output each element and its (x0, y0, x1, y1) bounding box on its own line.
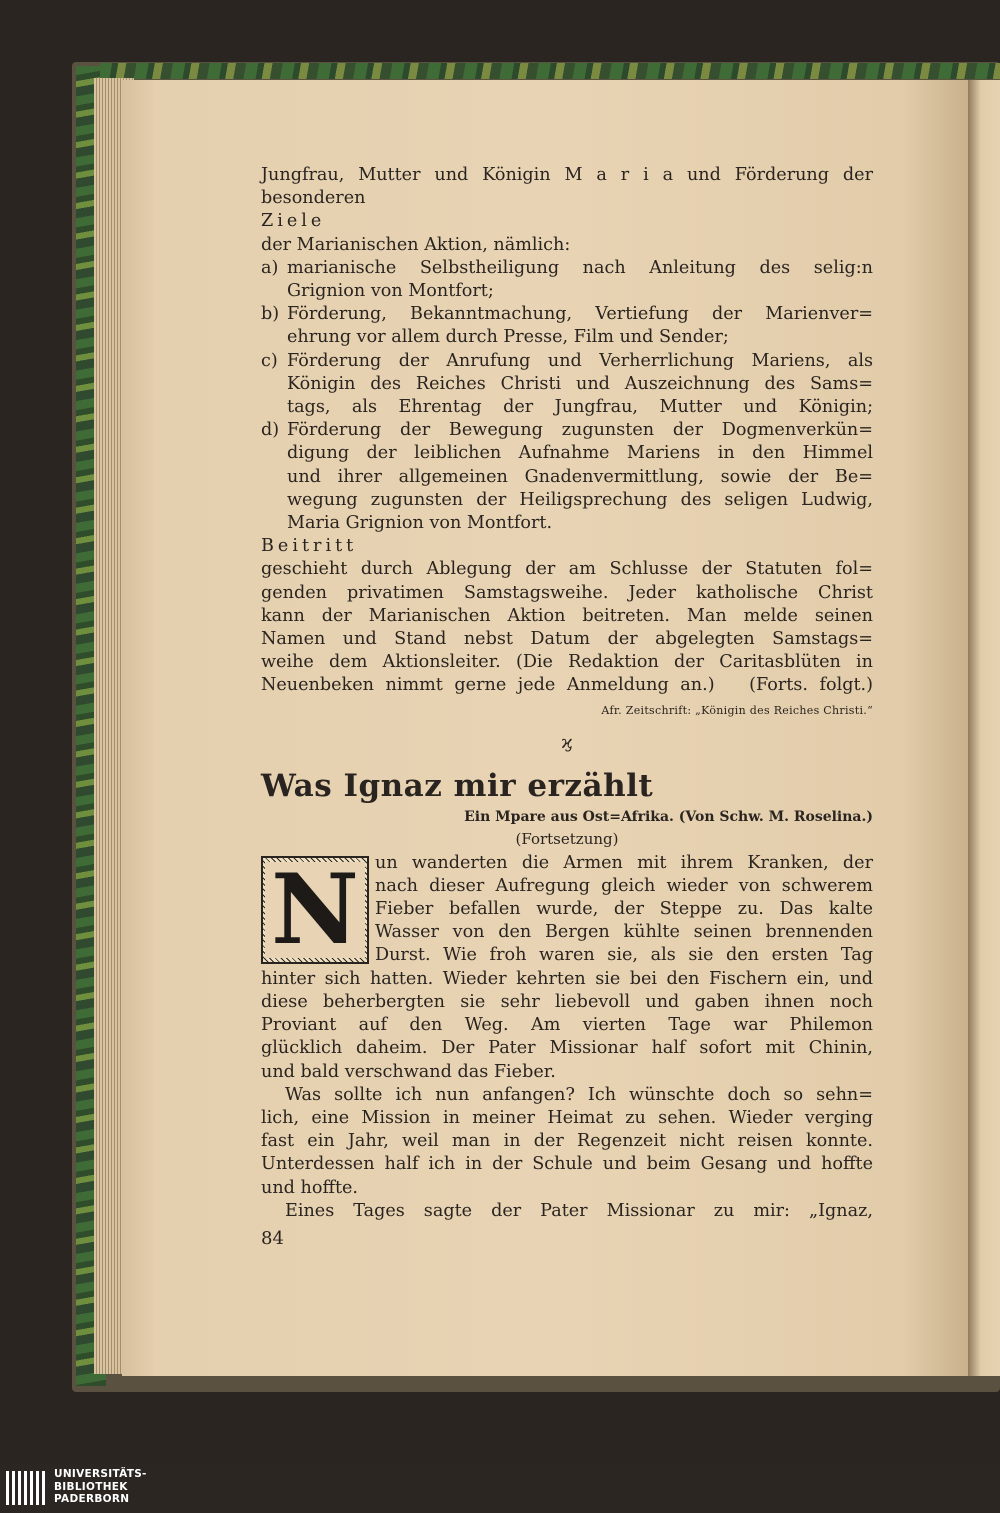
text-line: weihe dem Aktionsleiter. (Die Redaktion der Caritasblüten in (261, 652, 873, 673)
text-line: Grignion von Montfort; (287, 281, 494, 302)
text-line: Förderung der Bewegung zugunsten der Dogmenverkün= (287, 420, 873, 441)
drop-cap-initial (261, 852, 369, 966)
page-number: 84 (261, 1227, 284, 1249)
text-line: wegung zugunsten der Heiligsprechung des seligen Ludwig, (287, 489, 873, 510)
list-item (261, 350, 873, 420)
page-text (261, 164, 873, 1251)
drop-cap-letter: N (265, 862, 365, 958)
list-item (261, 303, 873, 349)
text-line: Durst. Wie froh waren sie, als sie den ersten Tag (375, 945, 873, 966)
list-marker: b) (261, 304, 280, 325)
logo-line: BIBLIOTHEK (54, 1480, 128, 1493)
text-line: geschieht durch Ablegung der am Schlusse der Statuten fol= (261, 559, 873, 580)
text-line: fast ein Jahr, weil man in der Regenzeit nicht reisen konnte. (261, 1131, 873, 1152)
text-line: ehrung vor allem durch Presse, Film und Sender; (287, 327, 729, 348)
text-line: Förderung der Anrufung und Verherrlichung Mariens, als (287, 350, 873, 371)
text-line: un wanderten die Armen mit ihrem Kranken, der (375, 852, 873, 873)
text-line: tags, als Ehrentag der Jungfrau, Mutter und Königin; (287, 397, 873, 418)
text-line: und bald verschwand das Fieber. (261, 1061, 556, 1082)
library-logo-icon (6, 1471, 46, 1505)
article-subtitle: Ein Mpare aus Ost=Afrika. (Von Schw. M. Roselina.) (464, 808, 873, 825)
text-line: digung der leiblichen Aufnahme Mariens in den Himmel (287, 443, 873, 464)
text-line: glücklich daheim. Der Pater Missionar half sofort mit Chinin, (261, 1038, 873, 1059)
text-line: der Marianischen Aktion, nämlich: (261, 234, 571, 255)
source-citation: Afr. Zeitschrift: „Königin des Reiches Christi.“ (601, 703, 873, 717)
text-line: Unterdessen half ich in der Schule und beim Gesang und hoffte (261, 1154, 873, 1175)
text-line: Proviant auf den Weg. Am vierten Tage war Philemon (261, 1015, 873, 1036)
text-line: Jungfrau, Mutter und Königin M a r i a und Förderung der (261, 165, 873, 185)
list-item (261, 419, 873, 535)
text-line: hinter sich hatten. Wieder kehrten sie bei den Fischern ein, und (261, 968, 873, 989)
text-line: Was sollte ich nun anfangen? Ich wünschte doch so sehn= (285, 1084, 873, 1105)
text-line: nach dieser Aufregung gleich wieder von schwerem (375, 875, 873, 896)
heading-ziele: Ziele (261, 211, 326, 232)
library-logo-text (54, 1468, 147, 1506)
text-line: Eines Tages sagte der Pater Missionar zu mir: „Ignaz, (285, 1200, 873, 1221)
story-opening (261, 852, 873, 968)
text-line: Neuenbeken nimmt gerne jede Anmeldung an.) (Forts. folgt.) (261, 675, 873, 696)
text-line: lich, eine Mission in meiner Heimat zu sehen. Wieder verging (261, 1107, 873, 1128)
list-marker: d) (261, 420, 280, 441)
logo-line: UNIVERSITÄTS- (54, 1468, 147, 1480)
text-line: Fieber befallen wurde, der Steppe zu. Das kalte (375, 899, 873, 920)
text-line: und ihrer allgemeinen Gnadenvermittlung, sowie der Be= (287, 466, 873, 487)
text-line: diese beherbergten sie sehr liebevoll und gaben ihnen noch (261, 991, 873, 1012)
article-title: Was Ignaz mir erzählt (261, 767, 654, 804)
text-line: Wasser von den Bergen kühlte seinen brennenden (375, 922, 873, 943)
list-marker: c) (261, 350, 278, 371)
list-marker: a) (261, 257, 279, 278)
logo-line: PADERBORN (54, 1493, 130, 1505)
list-item (261, 257, 873, 303)
text-line: kann der Marianischen Aktion beitreten. Man melde seinen (261, 605, 873, 626)
text-line: Königin des Reiches Christi und Auszeichnung des Sams= (287, 373, 873, 394)
text-line: Förderung, Bekanntmachung, Vertiefung der Marienver= (287, 304, 873, 325)
text-line: Maria Grignion von Montfort. (287, 513, 553, 534)
text-line: marianische Selbstheiligung nach Anleitung des selig:n (287, 257, 873, 278)
text-line: Namen und Stand nebst Datum der abgelegten Samstags= (261, 629, 873, 650)
facing-page-edge (968, 80, 1000, 1376)
continuation-note: (Fortsetzung) (515, 829, 619, 848)
heading-beitritt: Beitritt (261, 536, 358, 557)
marbled-top-edge (100, 63, 1000, 79)
text-line: besonderen (261, 188, 366, 209)
separator-ornament: ϗ (561, 731, 573, 753)
library-footer (0, 1463, 1000, 1513)
text-line: genden privatimen Samstagsweihe. Jeder katholische Christ (261, 582, 873, 603)
text-line: und hoffte. (261, 1177, 359, 1198)
